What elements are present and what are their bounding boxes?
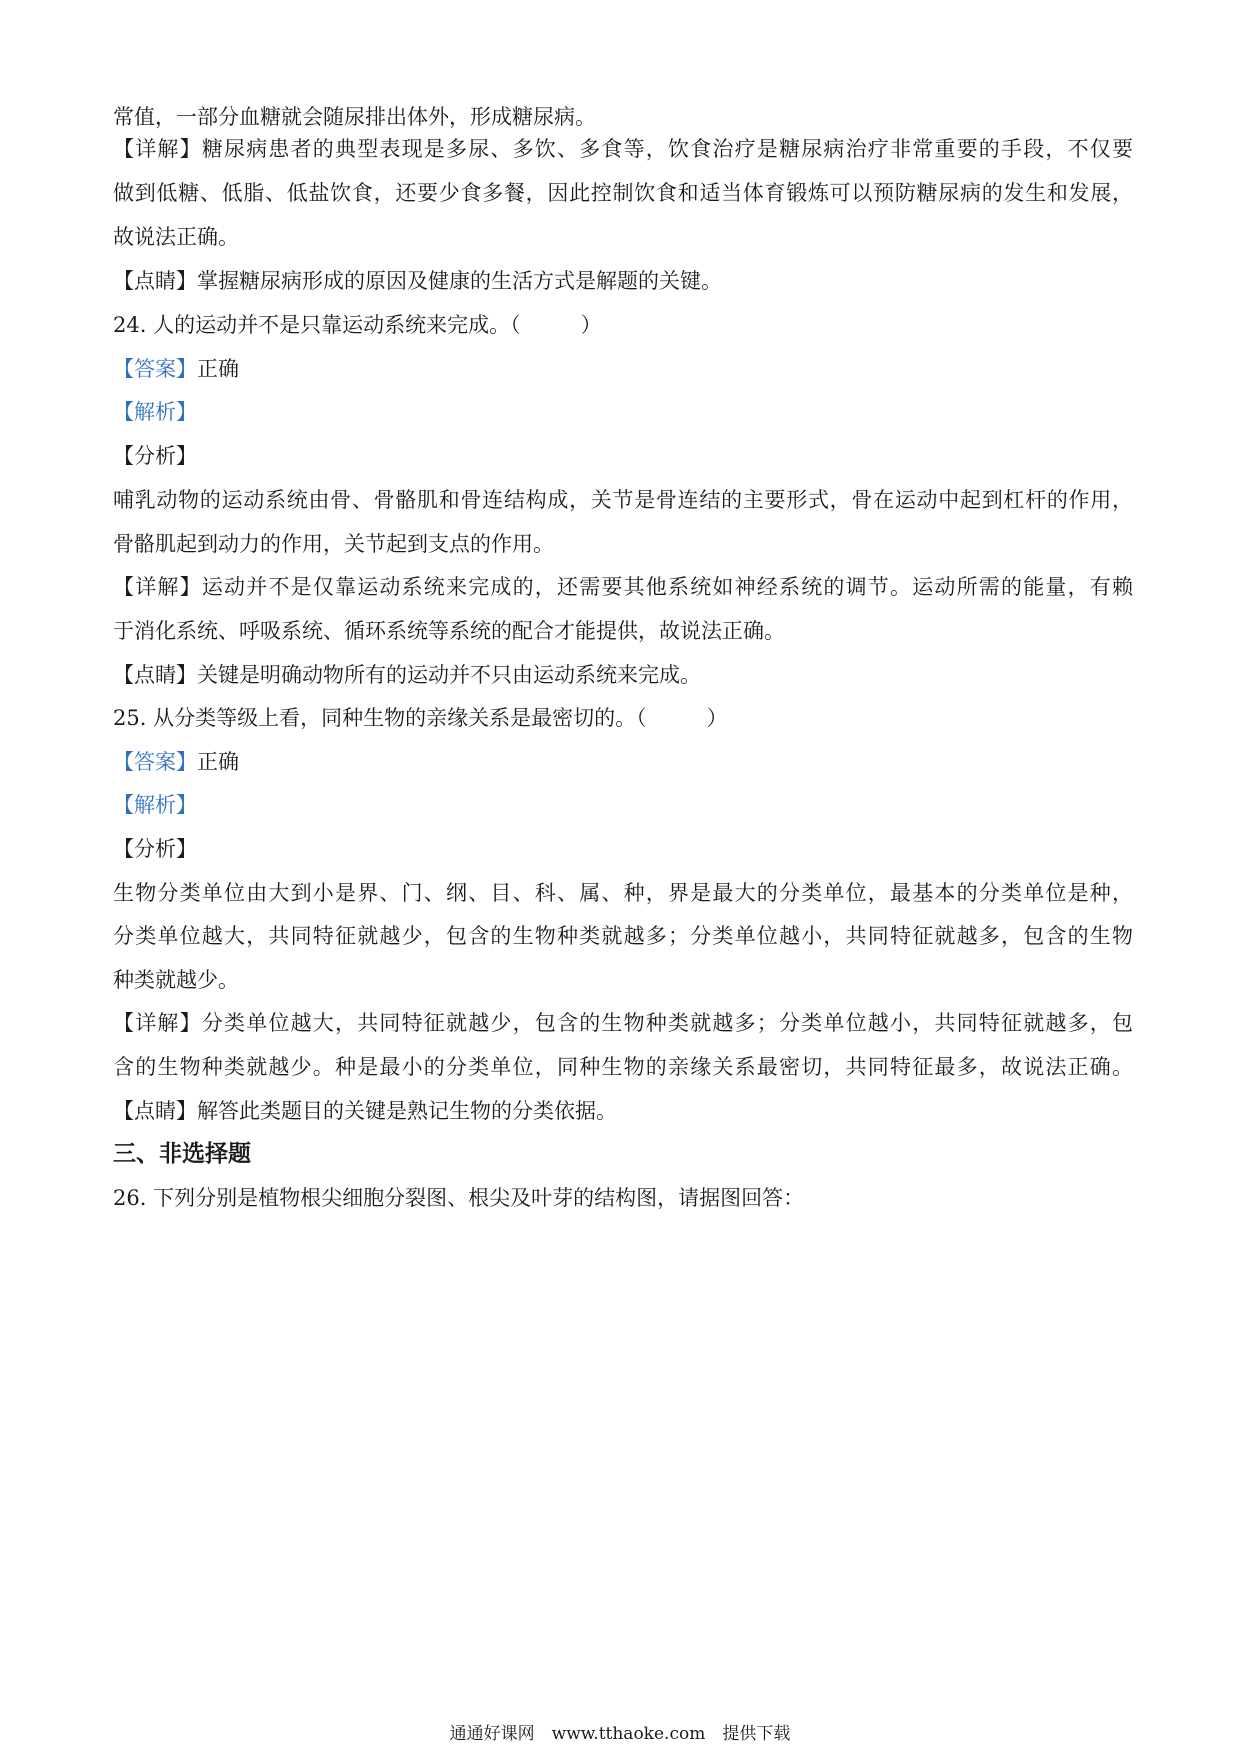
jiexi-label: 【解析】 — [113, 793, 197, 817]
answer-line: 【答案】正确 — [113, 750, 239, 774]
dianjing-line: 【点睛】解答此类题目的关键是熟记生物的分类依据。 — [113, 1099, 617, 1123]
xiangjie-line: 【详解】糖尿病患者的典型表现是多尿、多饮、多食等，饮食治疗是糖尿病治疗非常重要的手段，不仅要 — [113, 137, 1134, 161]
jiexi-label: 【解析】 — [113, 400, 197, 424]
question-26-stem: 26. 下列分别是植物根尖细胞分裂图、根尖及叶芽的结构图，请据图回答： — [113, 1186, 805, 1210]
fenxi-label: 【分析】 — [113, 444, 197, 468]
page-footer: 通通好课网 www.tthaoke.com 提供下载 — [449, 1724, 791, 1744]
text-line: 故说法正确。 — [113, 225, 239, 249]
text-line: 常值，一部分血糖就会随尿排出体外，形成糖尿病。 — [113, 105, 596, 129]
fenxi-label: 【分析】 — [113, 837, 197, 861]
xiangjie-line: 【详解】分类单位越大，共同特征就越少，包含的生物种类就越多；分类单位越小，共同特征就越多，包 — [113, 1011, 1134, 1035]
text-line: 含的生物种类就越少。种是最小的分类单位，同种生物的亲缘关系最密切，共同特征最多，故说法正确。 — [113, 1055, 1133, 1079]
text-line: 哺乳动物的运动系统由骨、骨骼肌和骨连结构成，关节是骨连结的主要形式，骨在运动中起到杠杆的作用， — [113, 488, 1133, 512]
question-25-stem: 25. 从分类等级上看，同种生物的亲缘关系是最密切的。（ ） — [113, 706, 728, 730]
text-line: 做到低糖、低脂、低盐饮食，还要少食多餐，因此控制饮食和适当体育锻炼可以预防糖尿病的发生和发展， — [113, 181, 1133, 205]
xiangjie-line: 【详解】运动并不是仅靠运动系统来完成的，还需要其他系统如神经系统的调节。运动所需的能量，有赖 — [113, 575, 1134, 599]
dianjing-line: 【点睛】掌握糖尿病形成的原因及健康的生活方式是解题的关键。 — [113, 269, 722, 293]
answer-line: 【答案】正确 — [113, 357, 239, 381]
section-title: 三、非选择题 — [113, 1141, 251, 1167]
text-line: 于消化系统、呼吸系统、循环系统等系统的配合才能提供，故说法正确。 — [113, 619, 785, 643]
question-24-stem: 24. 人的运动并不是只靠运动系统来完成。（ ） — [113, 313, 602, 337]
text-line: 分类单位越大，共同特征就越少，包含的生物种类就越多；分类单位越小，共同特征就越多，包含的生物 — [113, 924, 1133, 948]
text-line: 骨骼肌起到动力的作用，关节起到支点的作用。 — [113, 532, 554, 556]
dianjing-line: 【点睛】关键是明确动物所有的运动并不只由运动系统来完成。 — [113, 663, 701, 687]
text-line: 生物分类单位由大到小是界、门、纲、目、科、属、种，界是最大的分类单位，最基本的分类单位是种， — [113, 881, 1133, 905]
text-line: 种类就越少。 — [113, 968, 239, 992]
